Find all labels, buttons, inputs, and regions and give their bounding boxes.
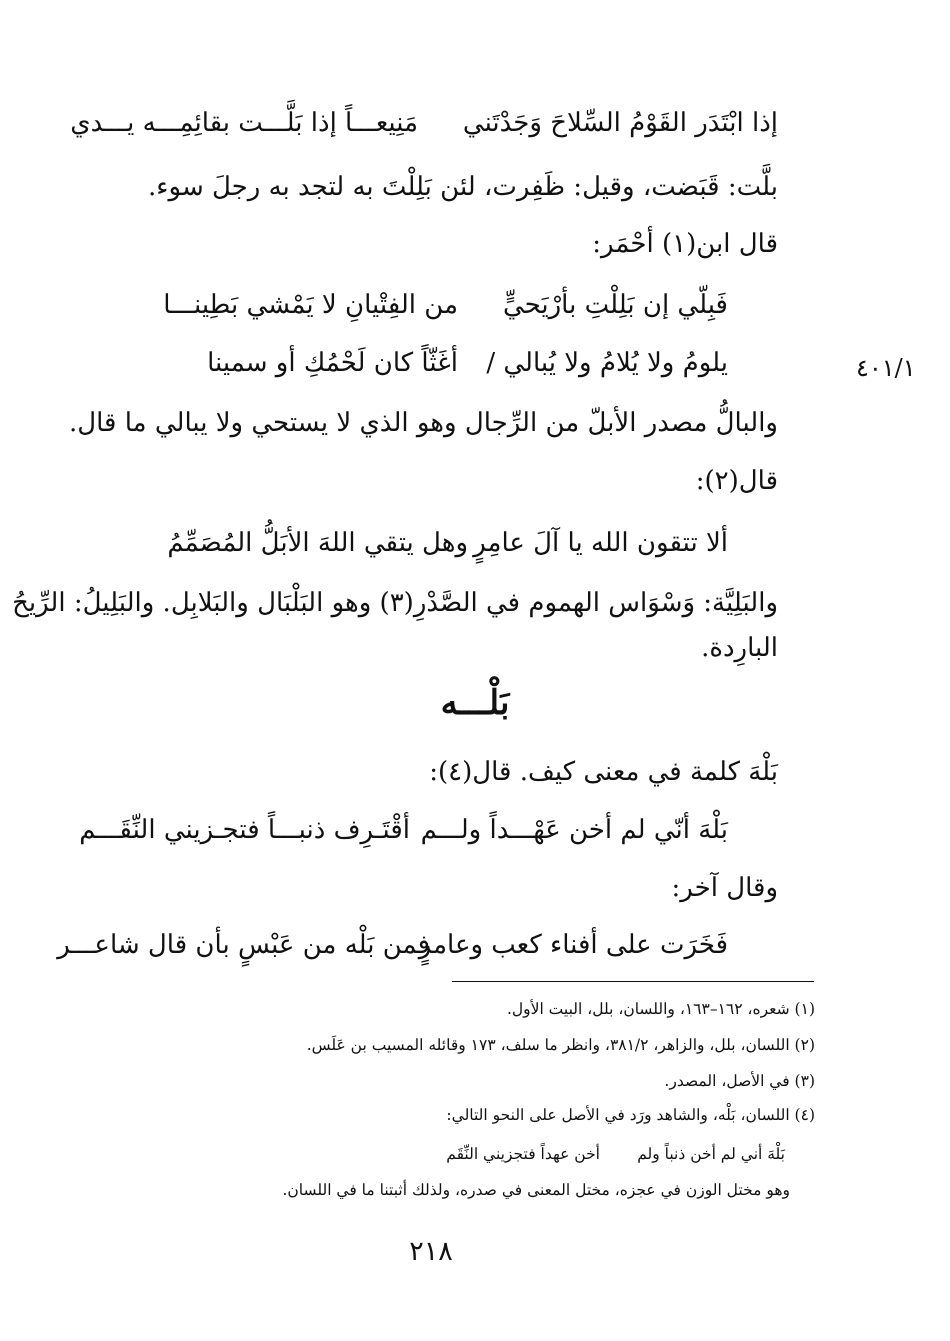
prose-line: وقال آخر:	[671, 873, 778, 903]
verse-first-hemistich: فَبِلّي إن بَلِلْتِ بأرْيَحيٍّ	[502, 290, 728, 320]
footnote: وهو مختل الوزن في عجزه، مختل المعنى في صدره، ولذلك أثبتنا ما في اللسان.	[282, 1181, 790, 1199]
verse-second-hemistich: أقْتَـرِف ذنبـــاً فتجـزيني النِّقَـــم	[79, 815, 410, 845]
footnote: (٣) في الأصل، المصدر.	[664, 1072, 815, 1090]
footnote-verse-second: أخن عهداً فتجزيني النِّقَم	[446, 1145, 600, 1163]
footnote: (٢) اللسان، بلل، والزاهر، ٣٨١/٢، وانظر ما سلف، ١٧٣ وقائله المسيب بن عَلَس.	[306, 1036, 815, 1054]
verse-first-hemistich: بَلْهَ أنّي لم أخن عَهْـــداً ولـــم	[420, 815, 728, 845]
footnote-verse-first: بَلْهَ أني لم أخن ذنباً ولم	[637, 1145, 785, 1163]
prose-line: قال ابن(١) أحْمَر:	[592, 229, 778, 259]
verse-line	[207, 348, 728, 378]
footnote-separator	[452, 981, 814, 982]
footnote-verse	[446, 1145, 785, 1163]
verse-line	[70, 108, 778, 138]
verse-second-hemistich: فمن بَلْه من عَبْسٍ بأن قال شاعـــر	[57, 930, 430, 960]
verse-line	[57, 930, 728, 960]
prose-line: والبالُّ مصدر الأبلّ من الرِّجال وهو الذي لا يستحي ولا يبالي ما قال.	[68, 408, 778, 438]
verse-second-hemistich: وهل يتقي اللهَ الأبَلُّ المُصَمِّمُ	[167, 528, 468, 558]
prose-line: البارِدة.	[701, 633, 778, 663]
verse-first-hemistich: إذا ابْتَدَر القَوْمُ السِّلاحَ وَجَدْتَني	[462, 108, 778, 138]
verse-first-hemistich: يلومُ ولا يُلامُ ولا يُبالي /	[486, 348, 728, 378]
prose-line: والبَلِيَّة: وَسْوَاس الهموم في الصَّدْرِ(٣) وهو البَلْبَال والبَلابِل. والبَلِيلُ: الرِّيحُ	[12, 588, 778, 618]
prose-line: قال(٢):	[695, 466, 778, 496]
margin-reference: ٤٠١/١	[856, 354, 916, 382]
verse-first-hemistich: ألا تتقون الله يا آلَ عامِرٍ	[473, 528, 728, 558]
verse-second-hemistich: أغَثّاً كان لَحْمُكِ أو سمينا	[207, 348, 458, 378]
verse-second-hemistich: من الفِتْيانِ لا يَمْشي بَطِينـــا	[163, 290, 458, 320]
verse-second-hemistich: مَنِيعـــاً إذا بَلَّـــت بقائِمِـــه يـــدي	[70, 108, 418, 138]
verse-line	[79, 815, 728, 845]
verse-line	[167, 528, 728, 558]
verse-line	[163, 290, 728, 320]
prose-line: بَلْهَ كلمة في معنى كيف. قال(٤):	[429, 757, 778, 787]
verse-first-hemistich: فَخَرَت على أفناء كعب وعامرٍ	[418, 930, 728, 960]
page-number: ٢١٨	[409, 1236, 453, 1267]
prose-line: بلَّت: قَبَضت، وقيل: ظَفِرت، لئن بَلِلْتَ به لتجد به رجلَ سوء.	[148, 172, 778, 202]
entry-heading: بَلْـــه	[440, 683, 510, 723]
footnote: (١) شعره، ١٦٢–١٦٣، واللسان، بلل، البيت الأول.	[506, 1000, 815, 1018]
footnote: (٤) اللسان، بَلْه، والشاهد ورَد في الأصل على النحو التالي:	[446, 1106, 815, 1124]
